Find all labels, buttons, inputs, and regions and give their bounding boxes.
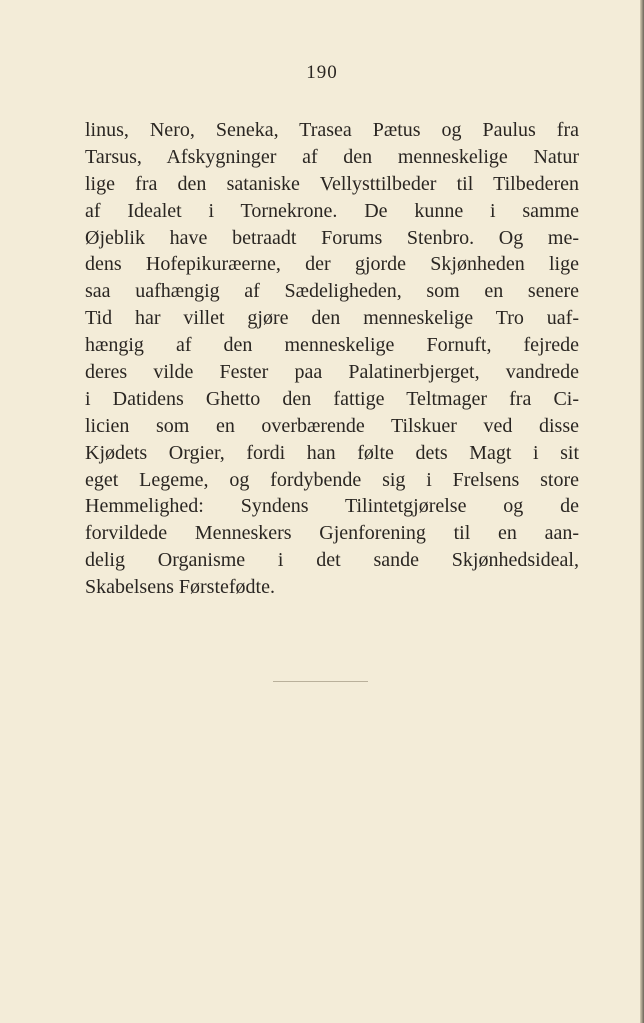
text-line-18: Skabelsens Førstefødte.	[85, 576, 275, 599]
text-line-17: delig Organisme i det sande Skjønhedsideal,	[85, 549, 579, 572]
page-number: 190	[306, 62, 338, 83]
text-line-13: Kjødets Orgier, fordi han følte dets Magt i sit	[85, 441, 579, 464]
text-line-1: linus, Nero, Seneka, Trasea Pætus og Paulus fra	[85, 119, 579, 141]
text-line-6: dens Hofepikuræerne, der gjorde Skjønheden lige	[85, 253, 579, 276]
body-text	[85, 117, 579, 601]
text-line-15: Hemmelighed: Syndens Tilintetgjørelse og de	[85, 495, 579, 518]
text-line-7: saa uafhængig af Sædeligheden, som en senere	[85, 280, 579, 303]
section-divider	[273, 681, 368, 682]
text-line-10: deres vilde Fester paa Palatinerbjerget, vandrede	[85, 361, 579, 384]
text-line-12: licien som en overbærende Tilskuer ved disse	[85, 414, 579, 437]
page-edge	[640, 0, 644, 1023]
text-line-9: hængig af den menneskelige Fornuft, fejrede	[85, 334, 579, 357]
text-line-14: eget Legeme, og fordybende sig i Frelsens store	[85, 468, 579, 491]
text-line-16: forvildede Menneskers Gjenforening til en aan-	[85, 522, 579, 545]
text-line-11: i Datidens Ghetto den fattige Teltmager fra Ci-	[85, 387, 579, 410]
text-line-5: Øjeblik have betraadt Forums Stenbro. Og me-	[85, 226, 579, 249]
text-line-3: lige fra den sataniske Vellysttilbeder til Tilbederen	[85, 172, 579, 195]
text-line-8: Tid har villet gjøre den menneskelige Tro uaf-	[85, 307, 579, 330]
text-line-2: Tarsus, Afskygninger af den menneskelige Natur	[85, 145, 579, 168]
text-line-4: af Idealet i Tornekrone. De kunne i samme	[85, 199, 579, 222]
